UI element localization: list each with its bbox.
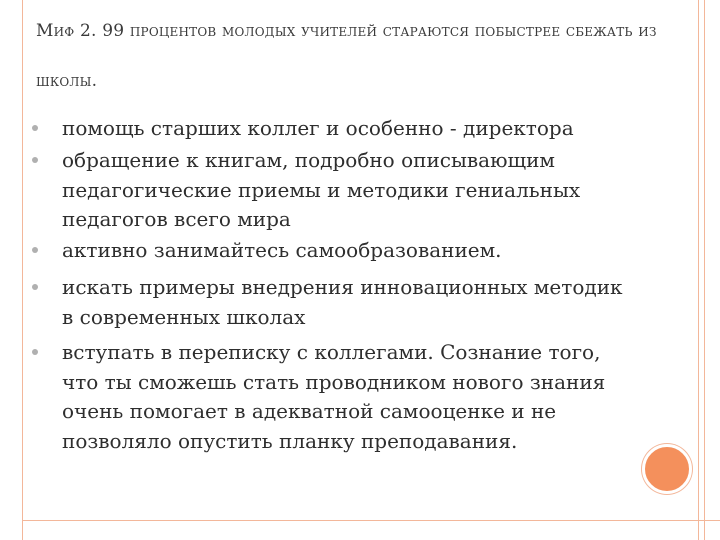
right-decor-line-2 <box>704 0 705 540</box>
bullet-item <box>62 146 637 235</box>
bullet-dot <box>32 349 38 355</box>
bullet-dot <box>32 247 38 253</box>
bullet-item <box>62 236 637 266</box>
bullet-item <box>62 114 637 144</box>
bullet-item <box>62 338 637 456</box>
bullet-dot <box>32 125 38 131</box>
slide-title: Миф 2. 99 процентов молодых учителей стараются побыстрее сбежать из школы. <box>36 21 657 91</box>
decorative-circle <box>642 444 692 494</box>
bullet-dot <box>32 284 38 290</box>
bottom-decor-line <box>22 520 720 521</box>
bullet-text: активно занимайтесь самообразованием. <box>62 238 502 262</box>
bullet-dot <box>32 157 38 163</box>
bullet-text: обращение к книгам, подробно описывающим педагогические приемы и методики гениальных педагогов всего мира <box>62 148 581 231</box>
right-decor-line-1 <box>698 0 699 540</box>
bullet-text: искать примеры внедрения инновационных методик в современных школах <box>62 275 623 329</box>
left-decor-line <box>22 0 23 540</box>
bullet-item <box>62 273 637 332</box>
bullet-text: вступать в переписку с коллегами. Сознание того, что ты сможешь стать проводником нового знания очень помогает в адекватной самооценке и не позволяло опустить планку преподавания. <box>62 340 606 453</box>
bullet-text: помощь старших коллег и особенно - директора <box>62 116 574 140</box>
